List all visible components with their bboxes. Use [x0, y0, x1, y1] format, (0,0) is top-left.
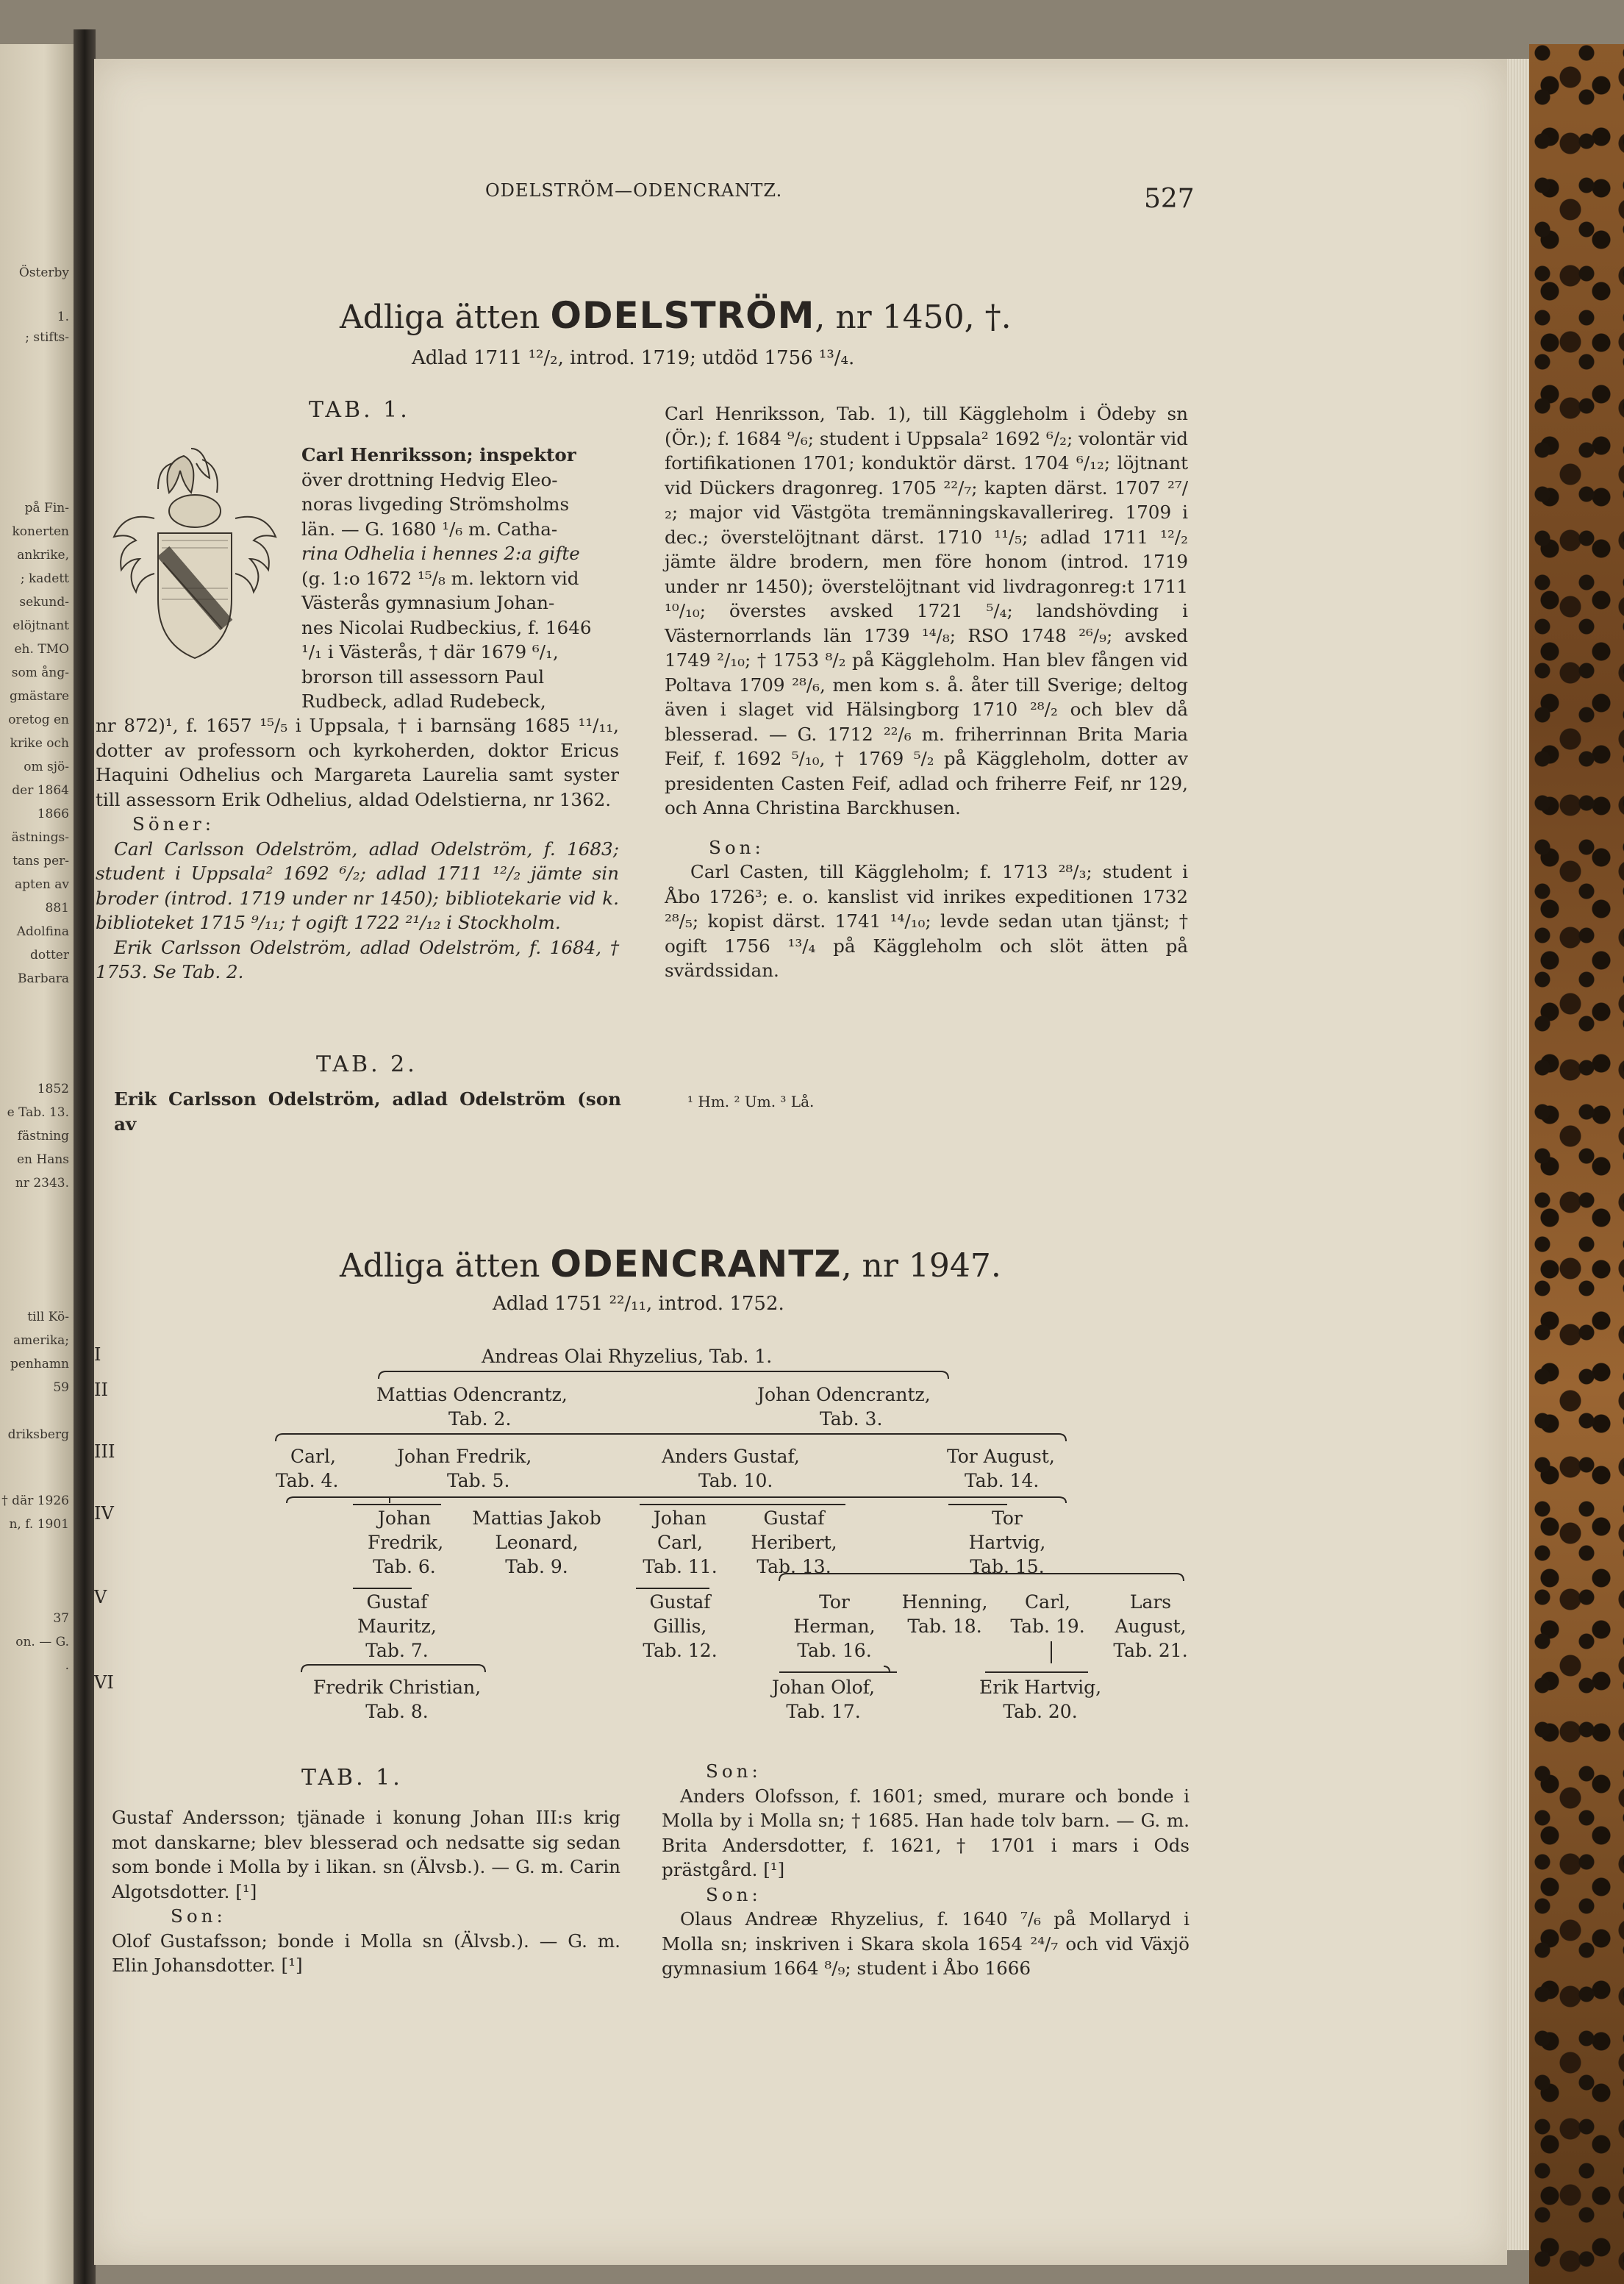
tree-node: [368, 1506, 444, 1579]
footnotes: ¹ Hm. ² Um. ³ Lå.: [687, 1093, 815, 1110]
tree-node: [746, 1506, 842, 1579]
tree-node: [640, 1506, 720, 1579]
tree-node-line: Gustaf: [649, 1591, 711, 1613]
left-fragment: e Tab. 13.: [7, 1105, 69, 1120]
tree-node-andreas: Andreas Olai Rhyzelius, Tab. 1.: [482, 1346, 773, 1367]
left-fragment: Adolfina: [16, 924, 69, 939]
left-fragment: dotter: [30, 948, 69, 963]
tree-node-line: Hartvig,: [968, 1532, 1046, 1553]
title-family: ODENCRANTZ: [550, 1243, 842, 1285]
son-entry: Carl Casten, till Käggleholm; f. 1713 ²⁸/₃; student i Åbo 1726³; e. o. kanslist vid inrikes expeditionen 1732 ²⁸/₅; kopist därst. 1741 ¹⁴/₁₀; levde sedan utan tjänst; † ogift 1756 ¹³/₄ på Käggleholm och slöt ätten på svärdssidan.: [665, 861, 1188, 981]
text-line: Västerås gymnasium Johan-: [301, 592, 555, 613]
tree-node-line: Tab. 15.: [970, 1556, 1045, 1577]
left-fragment: apten av: [14, 877, 69, 892]
text-line: län. — G. 1680 ¹/₆ m. Catha-: [301, 518, 558, 540]
page-number: 527: [1144, 184, 1195, 214]
left-fragment: ästnings-: [11, 830, 69, 845]
tree-node-line: Tab. 11.: [643, 1556, 718, 1577]
left-fragment: 1.: [57, 310, 69, 324]
generation-level: IV: [94, 1503, 114, 1524]
tree-node-line: Lars: [1129, 1591, 1172, 1613]
left-fragment: om sjö-: [24, 760, 69, 774]
running-title: ODELSTRÖM—ODENCRANTZ.: [485, 180, 783, 201]
left-fragment: nr 2343.: [15, 1176, 69, 1191]
soner-label: Söner:: [132, 813, 215, 835]
generation-level: V: [94, 1587, 107, 1607]
text-line: noras livgeding Strömsholms: [301, 493, 570, 515]
tree-node-line: Tor: [819, 1591, 850, 1613]
son-label: Son:: [706, 1883, 762, 1905]
left-fragment: elöjtnant: [12, 618, 69, 633]
left-fragment: på Fin-: [24, 501, 69, 515]
tree-node: Tab. 3.: [820, 1408, 883, 1430]
tree-node: [790, 1590, 879, 1663]
left-fragment: Barbara: [17, 971, 69, 986]
text-line: Rudbeck, adlad Rudebeck,: [301, 690, 546, 712]
tree-node-line: Erik Hartvig,: [979, 1677, 1102, 1698]
left-fragment: 1866: [37, 807, 69, 821]
tree-node-line: Herman,: [793, 1616, 876, 1637]
tree-node-line: Tab. 8.: [365, 1701, 429, 1722]
tree-node-line: Gustaf: [366, 1591, 428, 1613]
left-fragment: on. — G.: [15, 1635, 69, 1649]
left-fragment: oretog en: [8, 713, 69, 727]
left-fragment: 1852: [37, 1082, 69, 1096]
left-fragment: ankrike,: [17, 548, 69, 563]
tree-node-line: Johan Olof,: [772, 1677, 875, 1698]
tree-node: [301, 1675, 493, 1724]
tree-node: Mattias Odencrantz,: [376, 1384, 568, 1405]
tree-node: [1103, 1590, 1198, 1663]
tree-node: Carl,: [290, 1446, 336, 1467]
tree-node-line: Fredrik,: [368, 1532, 444, 1553]
tab1-continuation: nr 872)¹, f. 1657 ¹⁵/₅ i Uppsala, † i barnsäng 1685 ¹¹/₁₁, dotter av professorn och kyrkoherden, doktor Ericus Haquini Odhelius och Margareta Laurelia samt syster till assessorn Erik Odhelius, aldad Odelstierna, nr 1362.: [96, 715, 619, 810]
son-label: Son:: [709, 836, 765, 858]
generation-level: II: [94, 1380, 108, 1400]
left-fragment: eh. TMO: [14, 642, 69, 657]
generation-level: VI: [94, 1672, 114, 1693]
text-line: över drottning Hedvig Eleo-: [301, 468, 558, 490]
tree-node: [353, 1590, 441, 1663]
son-entry: Carl Carlsson Odelström, adlad Odelström, f. 1683; student i Uppsala² 1692 ⁶/₂; adlad 1711 ¹²/₂ jämte sin broder (introd. 1719 under nr 1450); bibliotekarie vid k. biblioteket 1715 ⁹/₁₁; † ogift 1722 ²¹/₁₂ i Stockholm.: [96, 838, 619, 933]
text-line: Carl Henriksson; inspektor: [301, 444, 576, 465]
tab2-text: Erik Carlsson Odelström, adlad Odelström (son av: [114, 1088, 621, 1135]
tree-node-line: Tab. 20.: [1003, 1701, 1078, 1722]
tree-node: [463, 1506, 610, 1579]
left-fragment: ; stifts-: [25, 330, 69, 345]
tree-node: Tab. 4.: [276, 1470, 339, 1491]
text-line: ¹/₁ i Västerås, † där 1679 ⁶/₁,: [301, 641, 559, 663]
entry-text: Olof Gustafsson; bonde i Molla sn (Älvsb.). — G. m. Elin Johansdotter. [¹]: [112, 1930, 620, 1976]
tree-node-line: Heribert,: [751, 1532, 837, 1553]
tab-heading: TAB. 1.: [309, 397, 410, 423]
left-fragment: .: [65, 1658, 69, 1673]
tree-node-line: Tor: [992, 1507, 1023, 1529]
entry-text: Gustaf Andersson; tjänade i konung Johan III:s krig mot danskarne; blev blesserad och nedsatte sig sedan som bonde i Molla by i likan. sn (Älvsb.). — G. m. Carin Algotsdotter. [¹]: [112, 1807, 620, 1902]
tree-node-line: Johan: [653, 1507, 707, 1529]
entry-text: Olaus Andreæ Rhyzelius, f. 1640 ⁷/₆ på Mollaryd i Molla sn; inskriven i Skara skola 1654 ²⁴/₇ och vid Växjö gymnasium 1664 ⁸/₉; student i Åbo 1666: [662, 1908, 1190, 1979]
tree-node-line: Tab. 6.: [373, 1556, 436, 1577]
title-prefix: Adliga ätten: [340, 299, 540, 336]
text-line: nes Nicolai Rudbeckius, f. 1646: [301, 616, 592, 638]
tree-node-line: Tab. 7.: [365, 1640, 429, 1661]
generation-level: I: [94, 1344, 101, 1365]
tree-node: Tab. 10.: [698, 1470, 773, 1491]
son-label: Son:: [706, 1760, 762, 1782]
tree-node: [970, 1675, 1110, 1724]
left-fragment: tans per-: [12, 854, 69, 868]
right-col-text: Carl Henriksson, Tab. 1), till Käggleholm i Ödeby sn (Ör.); f. 1684 ⁹/₆; student i Uppsala² 1692 ⁶/₂; volontär vid fortifikationen 1701; konduktör därst. 1704 ⁶/₁₂; löjtnant vid Dückers dragonreg. 1705 ²²/₇; kapten därst. 1707 ²⁷/₂; major vid Västgöta tremänningskavallerireg. 1709 i dec.; överstelöjtnant därst. 1710 ¹¹/₅; adlad 1711 ¹²/₂ jämte äldre brodern, men före honom (introd. 1719 under nr 1450); överstelöjtnant vid livdragonreg:t 1711 ¹⁰/₁₀; överstes avsked 1721 ⁵/₄; landshövding i Västernorrlands län 1739 ¹⁴/₈; RSO 1748 ²⁶/₉; avsked 1749 ²/₁₀; † 1753 ⁸/₂ på Käggleholm. Han blev fången vid Poltava 1709 ²⁸/₆, men kom s. å. åter till Sverige; deltog även i slaget vid Hälsingborg 1710 ²⁸/₂ och blev då blesserad. — G. 1712 ²²/₆ m. friherrinnan Brita Maria Feif, f. 1692 ⁵/₁₀, † 1769 ⁵/₂ på Käggleholm, dotter av presidenten Casten Feif, adlad och friherre Feif, nr 129, och Anna Christina Barckhusen.: [665, 403, 1188, 818]
tree-node: [1007, 1590, 1088, 1638]
left-fragment: fästning: [17, 1129, 69, 1143]
tree-node: [640, 1590, 720, 1663]
tree-node-line: Mattias Jakob: [472, 1507, 601, 1529]
generation-level: III: [94, 1441, 115, 1462]
left-fragment: † där 1926: [1, 1493, 69, 1508]
left-fragment: driksberg: [7, 1427, 69, 1442]
left-fragment: penhamn: [10, 1357, 69, 1371]
odelstrom-subtitle: Adlad 1711 ¹²/₂, introd. 1719; utdöd 1756 ¹³/₄.: [412, 347, 855, 369]
text-line: (g. 1:o 1672 ¹⁵/₈ m. lektorn vid: [301, 567, 579, 589]
tree-node-line: Tab. 16.: [797, 1640, 872, 1661]
title-prefix: Adliga ätten: [340, 1247, 540, 1285]
left-fragment: 37: [53, 1611, 69, 1626]
left-fragment: der 1864: [12, 783, 69, 798]
tree-node-line: August,: [1115, 1616, 1187, 1637]
left-fragment: gmästare: [9, 689, 69, 704]
tree-node-line: Henning,: [901, 1591, 988, 1613]
entry-text: Anders Olofsson, f. 1601; smed, murare och bonde i Molla by i Molla sn; † 1685. Han hade tolv barn. — G. m. Brita Andersdotter, f. 1621, † 1701 i mars i Ods prästgård. [¹]: [662, 1785, 1190, 1880]
son-entry: Erik Carlsson Odelström, adlad Odelström, f. 1684, † 1753. Se Tab. 2.: [96, 936, 619, 982]
left-fragment: n, f. 1901: [9, 1517, 69, 1532]
tree-node: Anders Gustaf,: [662, 1446, 800, 1467]
tree-node-line: Tab. 21.: [1113, 1640, 1188, 1661]
tree-node-line: Tab. 9.: [505, 1556, 568, 1577]
tree-node-line: Carl,: [657, 1532, 703, 1553]
tab-heading: TAB. 1.: [301, 1765, 403, 1791]
left-fragment: Österby: [18, 265, 69, 280]
tab-heading: TAB. 2.: [316, 1052, 418, 1077]
tree-node-line: Fredrik Christian,: [312, 1677, 482, 1698]
tree-node: Johan Fredrik,: [397, 1446, 532, 1467]
tree-node-line: Tab. 12.: [643, 1640, 718, 1661]
tree-node: [897, 1590, 992, 1638]
son-label: Son:: [171, 1905, 226, 1927]
left-fragment: sekund-: [19, 595, 69, 610]
tree-node: Johan Odencrantz,: [757, 1384, 931, 1405]
tree-node-line: Mauritz,: [357, 1616, 437, 1637]
odencrantz-subtitle: Adlad 1751 ²²/₁₁, introd. 1752.: [493, 1293, 784, 1315]
left-fragment: 59: [53, 1380, 69, 1395]
tree-node: Tab. 2.: [448, 1408, 512, 1430]
odencrantz-right-column: [662, 1759, 1190, 1981]
tree-node: Tab. 14.: [965, 1470, 1040, 1491]
tree-node-line: Tab. 19.: [1010, 1616, 1085, 1637]
left-fragment: amerika;: [12, 1333, 69, 1348]
title-family: ODELSTRÖM: [550, 294, 815, 337]
tree-node-line: Tab. 18.: [907, 1616, 982, 1637]
tree-node-line: Tab. 13.: [756, 1556, 831, 1577]
tree-node: [765, 1675, 882, 1724]
left-fragment: som ång-: [11, 665, 69, 680]
tree-node-line: Carl,: [1025, 1591, 1070, 1613]
tree-node-line: Tab. 17.: [786, 1701, 861, 1722]
title-suffix: , nr 1947.: [841, 1247, 1001, 1285]
tree-node-line: Gillis,: [653, 1616, 707, 1637]
tree-node-line: Leonard,: [495, 1532, 579, 1553]
odencrantz-left-column: [112, 1805, 620, 1978]
left-fragment: 881: [45, 901, 69, 916]
left-fragment: ; kadett: [20, 571, 69, 586]
tree-node-line: Johan: [377, 1507, 432, 1529]
tree-node: Tab. 5.: [447, 1470, 510, 1491]
left-fragment: konerten: [12, 524, 69, 539]
tree-node-line: Gustaf: [763, 1507, 825, 1529]
text-line: rina Odhelia i hennes 2:a gifte: [301, 543, 580, 564]
left-fragment: till Kö-: [27, 1310, 69, 1324]
tree-node: Tor August,: [947, 1446, 1055, 1467]
text-line: brorson till assessorn Paul: [301, 665, 545, 688]
left-fragment: en Hans: [16, 1152, 69, 1167]
tree-node: [963, 1506, 1051, 1579]
left-fragment: krike och: [10, 736, 69, 751]
title-suffix: , nr 1450, †.: [815, 299, 1012, 336]
